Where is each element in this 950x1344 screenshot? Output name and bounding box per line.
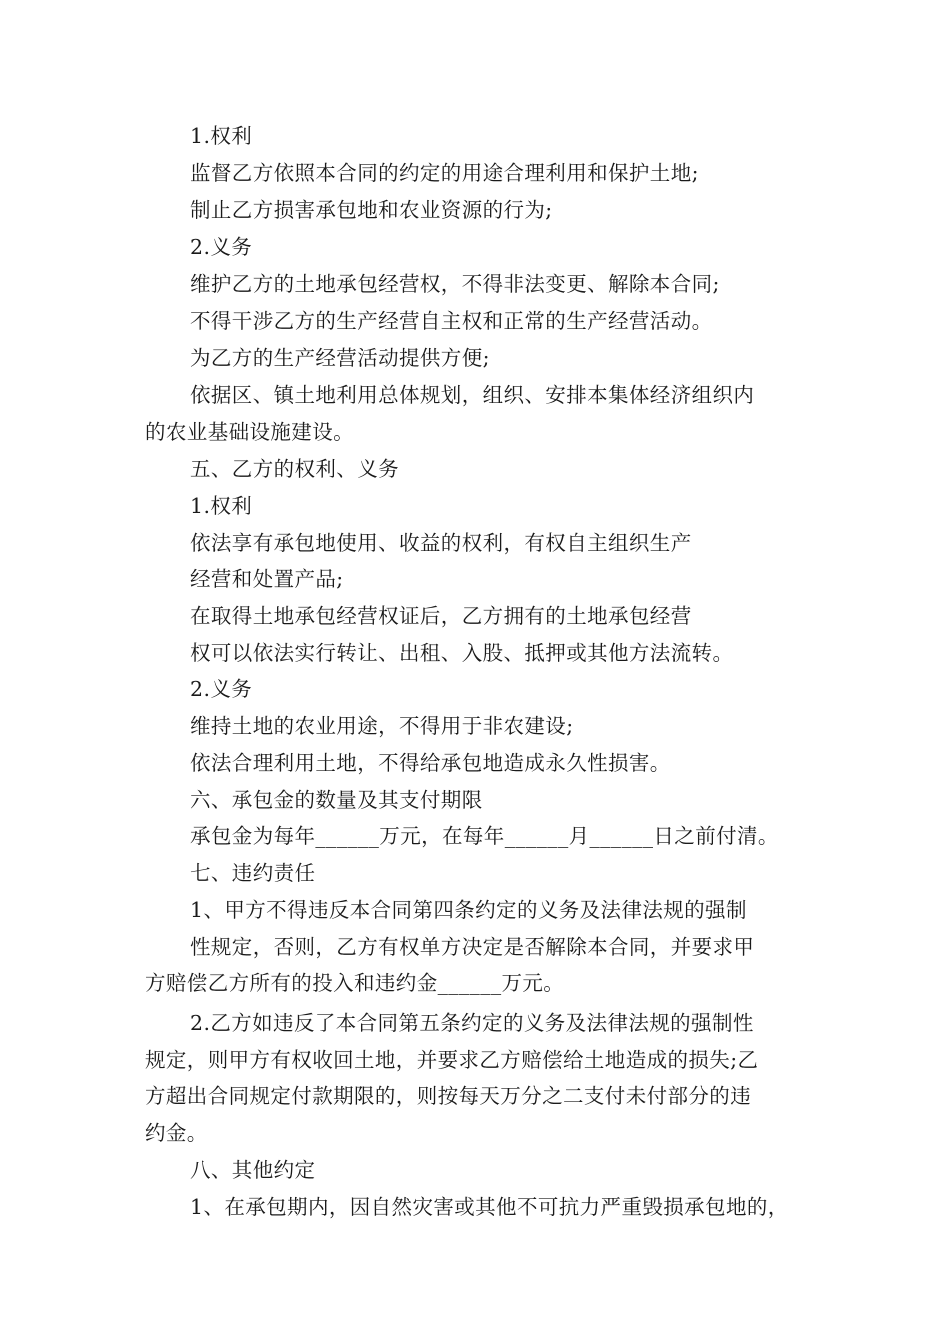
heading-rights: 1.权利 bbox=[190, 494, 253, 518]
paragraph-line: 不得干涉乙方的生产经营自主权和正常的生产经营活动。 bbox=[190, 309, 713, 333]
heading-obligations: 2.义务 bbox=[190, 235, 253, 259]
paragraph-line: 在取得土地承包经营权证后，乙方拥有的土地承包经营 bbox=[190, 604, 692, 628]
paragraph-line: 规定，则甲方有权收回土地，并要求乙方赔偿给土地造成的损失;乙 bbox=[145, 1048, 759, 1072]
paragraph-line: 经营和处置产品; bbox=[190, 567, 344, 591]
paragraph-line: 监督乙方依照本合同的约定的用途合理利用和保护土地; bbox=[190, 161, 699, 185]
paragraph-line: 为乙方的生产经营活动提供方便; bbox=[190, 346, 490, 370]
section-heading-8: 八、其他约定 bbox=[190, 1158, 316, 1182]
paragraph-line: 维持土地的农业用途，不得用于非农建设; bbox=[190, 714, 574, 738]
paragraph-line: 约金。 bbox=[145, 1121, 208, 1145]
heading-rights: 1.权利 bbox=[190, 124, 253, 148]
paragraph-line: 承包金为每年______万元，在每年______月______日之前付清。 bbox=[190, 824, 779, 848]
section-heading-5: 五、乙方的权利、义务 bbox=[190, 457, 399, 481]
paragraph-line: 1、甲方不得违反本合同第四条约定的义务及法律法规的强制 bbox=[190, 898, 747, 922]
paragraph-line: 制止乙方损害承包地和农业资源的行为; bbox=[190, 198, 553, 222]
paragraph-line: 方赔偿乙方所有的投入和违约金______万元。 bbox=[145, 971, 565, 995]
paragraph-line: 维护乙方的土地承包经营权，不得非法变更、解除本合同; bbox=[190, 272, 720, 296]
section-heading-7: 七、违约责任 bbox=[190, 861, 316, 885]
paragraph-line: 依法享有承包地使用、收益的权利，有权自主组织生产 bbox=[190, 531, 692, 555]
section-heading-6: 六、承包金的数量及其支付期限 bbox=[190, 788, 483, 812]
paragraph-line: 方超出合同规定付款期限的，则按每天万分之二支付未付部分的违 bbox=[145, 1084, 752, 1108]
paragraph-line: 权可以依法实行转让、出租、入股、抵押或其他方法流转。 bbox=[190, 641, 734, 665]
paragraph-line: 2.乙方如违反了本合同第五条约定的义务及法律法规的强制性 bbox=[190, 1011, 754, 1035]
paragraph-line: 性规定，否则，乙方有权单方决定是否解除本合同，并要求甲 bbox=[190, 935, 755, 959]
paragraph-line: 依据区、镇土地利用总体规划，组织、安排本集体经济组织内 bbox=[190, 383, 755, 407]
paragraph-line: 的农业基础设施建设。 bbox=[145, 420, 354, 444]
paragraph-line: 1、在承包期内，因自然灾害或其他不可抗力严重毁损承包地的， bbox=[190, 1195, 789, 1219]
heading-obligations: 2.义务 bbox=[190, 677, 253, 701]
paragraph-line: 依法合理利用土地，不得给承包地造成永久性损害。 bbox=[190, 751, 671, 775]
